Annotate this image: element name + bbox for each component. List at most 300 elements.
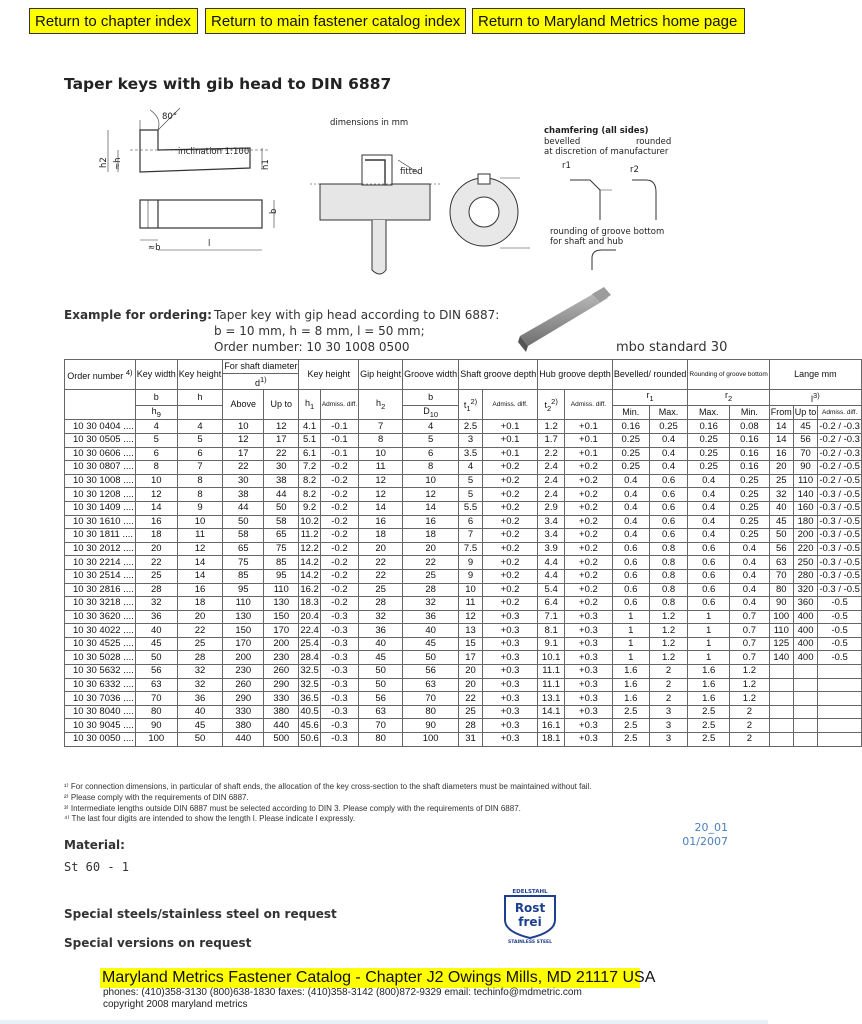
table-cell: 22	[223, 461, 264, 475]
table-cell: -0.2	[320, 569, 358, 583]
l-label: l	[208, 239, 211, 249]
table-cell: 12	[223, 433, 264, 447]
table-cell: 16	[359, 515, 403, 529]
table-cell: +0.3	[565, 665, 613, 679]
table-cell: 0.8	[649, 583, 688, 597]
table-cell: +0.1	[482, 420, 537, 434]
table-cell	[769, 692, 793, 706]
table-cell: 330	[223, 705, 264, 719]
table-cell	[818, 665, 862, 679]
table-cell: 0.6	[649, 501, 688, 515]
table-cell: 200	[264, 637, 299, 651]
fitted-label: fitted	[400, 167, 423, 177]
r1-letter: r	[646, 390, 650, 401]
table-cell: -0.3 / -0.5	[819, 515, 860, 527]
table-cell: 100	[769, 610, 793, 624]
max-header: Max.	[649, 405, 688, 420]
table-cell: -0.2 / -0.5	[819, 475, 860, 487]
table-cell: +0.2	[565, 461, 613, 475]
table-cell: 5	[459, 474, 483, 488]
table-cell: 28	[135, 583, 177, 597]
d10-symbol	[403, 405, 459, 420]
table-cell: 40	[135, 624, 177, 638]
table-cell: 13	[459, 624, 483, 638]
l-footnote-ref: 3)	[813, 390, 820, 400]
table-cell: 70	[403, 692, 459, 706]
table-cell: 17	[264, 433, 299, 447]
table-cell: 7.2	[299, 461, 321, 475]
table-cell: 15	[459, 637, 483, 651]
document-number	[678, 821, 728, 849]
table-cell: -0.3 / -0.5	[819, 570, 860, 582]
table-cell: 130	[223, 610, 264, 624]
table-cell: 8.1	[538, 624, 565, 638]
table-cell: 2	[730, 719, 770, 733]
table-cell: 6	[459, 515, 483, 529]
table-cell: 0.7	[730, 624, 770, 638]
table-cell: +0.3	[565, 651, 613, 665]
table-cell: 56	[769, 542, 793, 556]
rounded-label: rounded	[636, 137, 672, 147]
table-cell	[818, 692, 862, 706]
admiss-header: Admiss. diff.	[818, 405, 862, 420]
table-cell: 0.25	[730, 488, 770, 502]
table-cell: +0.3	[482, 610, 537, 624]
order-number-cell: 10 30 1610 ....	[65, 515, 136, 529]
table-cell: 32	[359, 610, 403, 624]
table-cell: 12	[177, 542, 223, 556]
table-cell: +0.2	[565, 597, 613, 611]
order-number-cell: 10 30 0606 ....	[65, 447, 136, 461]
table-cell: 85	[223, 569, 264, 583]
table-cell: 80	[359, 733, 403, 747]
table-cell: 7	[459, 529, 483, 543]
table-cell: 2	[649, 692, 688, 706]
doc-number: 20_01	[694, 821, 728, 834]
table-cell	[769, 665, 793, 679]
table-cell: 5.1	[299, 433, 321, 447]
table-cell: 75	[223, 556, 264, 570]
table-cell: -0.2	[320, 488, 358, 502]
logo-line-2: frei	[518, 915, 542, 929]
order-number-cell: 10 30 6332 ....	[65, 678, 136, 692]
col-rounding: Rounding of groove bottom	[688, 360, 769, 390]
table-cell: 10	[403, 474, 459, 488]
table-cell: -0.2	[320, 474, 358, 488]
table-cell: 44	[223, 501, 264, 515]
table-cell: 230	[264, 651, 299, 665]
table-cell: +0.2	[482, 542, 537, 556]
table-cell: 440	[264, 719, 299, 733]
table-cell: +0.2	[565, 556, 613, 570]
table-cell: +0.1	[565, 447, 613, 461]
table-cell: 2.2	[538, 447, 565, 461]
footnotes	[64, 782, 744, 825]
order-number-cell: 10 30 8040 ....	[65, 705, 136, 719]
table-cell: 0.25	[688, 461, 730, 475]
table-cell: 22	[459, 692, 483, 706]
table-cell: 36	[359, 624, 403, 638]
table-cell: +0.3	[482, 665, 537, 679]
table-cell: 10	[223, 420, 264, 434]
shaft-section-view	[450, 174, 530, 248]
discretion-label: at discretion of manufacturer	[544, 147, 669, 157]
table-cell: 0.7	[730, 610, 770, 624]
table-cell: 17	[223, 447, 264, 461]
order-number-cell: 10 30 3218 ....	[65, 597, 136, 611]
b-label: b	[269, 208, 279, 214]
footnote-2: ²⁾ Please comply with the requirements of DIN 6887.	[64, 792, 249, 802]
table-cell: 2.9	[538, 501, 565, 515]
table-cell: -0.2	[320, 597, 358, 611]
footnote-4: ⁴⁾ The last four digits are intended to show the length l. Please indicate l expressly.	[64, 814, 356, 824]
table-cell: -0.2	[320, 515, 358, 529]
table-cell: 2.5	[612, 705, 649, 719]
table-cell: 16	[403, 515, 459, 529]
table-cell: 90	[403, 719, 459, 733]
table-cell: 0.8	[649, 569, 688, 583]
upto-header: Up to	[793, 405, 818, 420]
table-cell: 1	[612, 610, 649, 624]
product-photo	[512, 284, 612, 354]
table-cell: 40	[403, 624, 459, 638]
table-cell: 0.16	[730, 433, 770, 447]
table-cell: 40	[177, 705, 223, 719]
table-cell: 0.6	[612, 597, 649, 611]
table-cell: 0.08	[730, 420, 770, 434]
table-cell: 28	[359, 597, 403, 611]
table-cell: 40	[769, 501, 793, 515]
groove-b-symbol: b	[403, 389, 459, 405]
admiss-header: Admiss. diff.	[565, 389, 613, 420]
dimensions-label: dimensions in mm	[330, 118, 409, 128]
table-cell: 22	[359, 556, 403, 570]
r2-subscript: 2	[728, 393, 733, 403]
table-cell: 0.25	[649, 420, 688, 434]
d-symbol: d	[254, 377, 260, 388]
table-cell: 0.4	[649, 433, 688, 447]
table-cell: 200	[793, 529, 818, 543]
table-cell: 1.6	[612, 678, 649, 692]
table-cell: 75	[264, 542, 299, 556]
table-cell: 25	[135, 569, 177, 583]
table-cell: 2	[730, 705, 770, 719]
table-cell: +0.3	[482, 705, 537, 719]
table-cell: 30	[223, 474, 264, 488]
table-cell: 36.5	[300, 692, 319, 704]
upto-header: Up to	[264, 389, 299, 420]
table-cell: 0.4	[730, 556, 770, 570]
table-cell: 0.8	[649, 556, 688, 570]
table-cell: +0.2	[565, 542, 613, 556]
table-cell: -0.5	[818, 637, 862, 651]
table-cell: 110	[769, 624, 793, 638]
table-cell: 32	[177, 678, 223, 692]
table-cell: -0.3	[320, 733, 358, 747]
technical-drawing	[0, 100, 768, 300]
table-cell: 9	[177, 501, 223, 515]
table-cell: 0.16	[612, 420, 649, 434]
col-bevelled: Bevelled/ rounded	[612, 360, 688, 390]
d10-subscript: 10	[429, 409, 439, 419]
table-cell: 0.4	[688, 515, 730, 529]
table-cell: 0.4	[612, 488, 649, 502]
table-cell: 1	[688, 610, 730, 624]
table-row	[65, 624, 862, 638]
table-cell	[818, 733, 862, 747]
table-cell: -0.3 / -0.5	[819, 529, 860, 541]
order-number-cell: 10 30 0050 ....	[65, 733, 136, 747]
l-letter: l	[811, 393, 814, 404]
table-cell: 45	[135, 637, 177, 651]
table-cell: 50	[135, 651, 177, 665]
above-header: Above	[223, 389, 264, 420]
table-cell: 20	[177, 610, 223, 624]
table-cell: 140	[769, 651, 793, 665]
table-cell: 8.2	[299, 474, 321, 488]
table-cell: 17	[459, 651, 483, 665]
table-cell: -0.2	[320, 542, 358, 556]
r1-label: r1	[562, 161, 571, 171]
table-cell: +0.2	[482, 569, 537, 583]
table-cell: 63	[135, 678, 177, 692]
table-cell: 32	[403, 597, 459, 611]
approx-b-label: ≈b	[148, 243, 161, 253]
l-symbol	[769, 389, 861, 405]
table-cell: 95	[264, 569, 299, 583]
table-cell: 3.4	[538, 529, 565, 543]
table-cell: 1	[612, 637, 649, 651]
table-cell: 25	[359, 583, 403, 597]
table-cell	[818, 719, 862, 733]
table-cell: 18	[135, 529, 177, 543]
table-cell: 0.6	[688, 542, 730, 556]
table-cell: 1.6	[688, 692, 730, 706]
footer-headline: Maryland Metrics Fastener Catalog - Chapter J2 Owings Mills, MD 21117 USA	[102, 969, 656, 986]
table-cell: 16.2	[300, 583, 319, 595]
table-cell: 1.2	[649, 610, 688, 624]
table-cell: -0.3	[320, 637, 358, 651]
table-cell: 290	[264, 678, 299, 692]
table-cell: 400	[793, 651, 818, 665]
table-cell: 63	[359, 705, 403, 719]
table-cell: 10.2	[300, 515, 319, 527]
table-cell: 8.2	[299, 488, 321, 502]
footer-copyright: copyright 2008 maryland metrics	[103, 999, 248, 1010]
table-cell: 56	[793, 433, 818, 447]
table-cell: 0.25	[730, 529, 770, 543]
order-number-cell: 10 30 2214 ....	[65, 556, 136, 570]
order-number-cell: 10 30 7036 ....	[65, 692, 136, 706]
table-cell: 0.7	[730, 637, 770, 651]
table-cell: -0.3	[320, 678, 358, 692]
table-cell: 0.6	[612, 583, 649, 597]
table-cell: 11	[459, 597, 483, 611]
table-cell: 0.8	[649, 542, 688, 556]
table-cell: 8	[135, 461, 177, 475]
table-cell: 36	[135, 610, 177, 624]
table-cell: 56	[359, 692, 403, 706]
chapter-index-link[interactable]: Return to chapter index	[29, 8, 198, 34]
table-cell: 70	[359, 719, 403, 733]
table-cell: +0.3	[482, 624, 537, 638]
table-cell	[769, 678, 793, 692]
table-cell: +0.3	[565, 624, 613, 638]
table-row	[65, 569, 862, 583]
table-cell: 0.6	[688, 569, 730, 583]
table-cell: -0.2	[320, 529, 358, 543]
table-cell: 6.1	[299, 447, 321, 461]
logo-line-1: Rost	[514, 901, 546, 915]
table-cell: +0.1	[565, 420, 613, 434]
table-cell: 0.16	[730, 447, 770, 461]
table-cell	[793, 733, 818, 747]
table-cell: 12	[459, 610, 483, 624]
table-cell: 14.2	[300, 570, 319, 582]
table-cell: +0.3	[565, 637, 613, 651]
table-cell: 58	[264, 515, 299, 529]
r1-symbol	[612, 389, 688, 405]
h9-letter: h	[151, 405, 157, 416]
h9-subscript: 9	[156, 409, 161, 419]
h2-letter: h	[376, 397, 382, 408]
table-cell: 6.4	[538, 597, 565, 611]
table-row	[65, 705, 862, 719]
table-cell: +0.3	[565, 692, 613, 706]
table-cell: 5	[135, 433, 177, 447]
table-cell: +0.2	[482, 597, 537, 611]
home-page-link[interactable]: Return to Maryland Metrics home page	[472, 8, 745, 34]
table-cell: 380	[223, 719, 264, 733]
table-cell: 70	[793, 447, 818, 461]
table-cell: 95	[223, 583, 264, 597]
order-number-cell: 10 30 0404 ....	[65, 420, 136, 434]
table-cell: 8	[177, 474, 223, 488]
main-catalog-index-link[interactable]: Return to main fastener catalog index	[205, 8, 466, 34]
table-cell: 45	[359, 651, 403, 665]
table-cell: 400	[793, 610, 818, 624]
table-cell: +0.2	[482, 583, 537, 597]
table-cell: +0.2	[482, 488, 537, 502]
table-cell: 110	[264, 583, 299, 597]
b-symbol: b	[135, 389, 177, 405]
table-row	[65, 420, 862, 434]
table-cell: 12	[403, 488, 459, 502]
t1-letter: t	[463, 399, 467, 410]
table-cell: 2.4	[538, 461, 565, 475]
table-cell: 45	[177, 719, 223, 733]
table-cell: 0.25	[612, 461, 649, 475]
table-cell: 90	[793, 461, 818, 475]
table-cell: 0.6	[688, 597, 730, 611]
table-cell: 1.2	[538, 420, 565, 434]
table-cell: 110	[223, 597, 264, 611]
order-number-header: Order number	[67, 370, 124, 381]
table-cell: 12	[135, 488, 177, 502]
t1-subscript: 1	[466, 403, 471, 413]
h2-subscript: 2	[381, 401, 386, 411]
table-cell: 0.4	[649, 447, 688, 461]
table-cell: 0.25	[730, 474, 770, 488]
table-cell: 14	[135, 501, 177, 515]
rostfrei-logo	[497, 886, 563, 944]
order-number-cell: 10 30 3620 ....	[65, 610, 136, 624]
table-cell: 2.5	[688, 719, 730, 733]
footer-contact: phones: (410)358-3130 (800)638-1830 faxes: (410)358-3142 (800)872-9329 email: techinfo@mdmetric.com	[103, 987, 582, 998]
table-cell: 5	[459, 488, 483, 502]
table-cell: 3.9	[538, 542, 565, 556]
from-header: From	[769, 405, 793, 420]
col-key-height: Key height	[177, 360, 223, 390]
table-row	[65, 461, 862, 475]
table-row	[65, 501, 862, 515]
table-cell: 8	[177, 488, 223, 502]
table-cell: -0.1	[320, 433, 358, 447]
order-number-footnote-ref: 4)	[125, 367, 133, 377]
table-cell: 150	[264, 610, 299, 624]
table-cell: +0.1	[565, 433, 613, 447]
table-cell: 0.6	[649, 529, 688, 543]
groove-note-2: for shaft and hub	[550, 237, 624, 247]
table-cell: 1.6	[688, 665, 730, 679]
table-cell: +0.3	[565, 705, 613, 719]
table-cell: 20	[459, 665, 483, 679]
table-cell: 2.5	[612, 719, 649, 733]
table-cell: 0.16	[730, 461, 770, 475]
table-cell: -0.3 / -0.5	[819, 543, 860, 555]
table-cell: +0.3	[482, 733, 537, 747]
table-row	[65, 488, 862, 502]
max-header: Max.	[688, 405, 730, 420]
table-cell: 56	[135, 665, 177, 679]
table-cell: 1.2	[649, 624, 688, 638]
table-cell: 330	[264, 692, 299, 706]
table-cell: 1	[612, 624, 649, 638]
table-cell: 7	[359, 420, 403, 434]
table-cell: 9.2	[299, 501, 321, 515]
table-cell: 360	[793, 597, 818, 611]
table-cell: 70	[135, 692, 177, 706]
table-cell: 0.4	[730, 597, 770, 611]
col-key-height-h1: Key height	[299, 360, 359, 390]
table-cell: +0.3	[565, 733, 613, 747]
table-cell: 9.1	[538, 637, 565, 651]
table-cell: 400	[793, 624, 818, 638]
blank-cell	[65, 389, 136, 420]
table-cell: 36	[177, 692, 223, 706]
table-cell: 4.4	[538, 556, 565, 570]
col-groove-width: Groove width	[403, 360, 459, 390]
table-cell: 0.25	[688, 433, 730, 447]
table-cell: 3	[649, 705, 688, 719]
table-cell: 50	[403, 651, 459, 665]
table-cell: 0.7	[730, 651, 770, 665]
table-cell: 80	[769, 583, 793, 597]
table-cell: 0.4	[688, 501, 730, 515]
r2-label: r2	[630, 165, 639, 175]
table-row	[65, 733, 862, 747]
table-cell	[793, 678, 818, 692]
table-cell: 0.25	[612, 433, 649, 447]
table-cell: +0.2	[565, 474, 613, 488]
table-cell: 85	[264, 556, 299, 570]
table-cell: -0.2	[320, 556, 358, 570]
table-cell: 2	[649, 678, 688, 692]
table-cell: -0.3	[320, 719, 358, 733]
t2-symbol	[538, 389, 565, 420]
d-footnote-ref: 1)	[260, 374, 267, 384]
table-cell: 12.2	[300, 543, 319, 555]
